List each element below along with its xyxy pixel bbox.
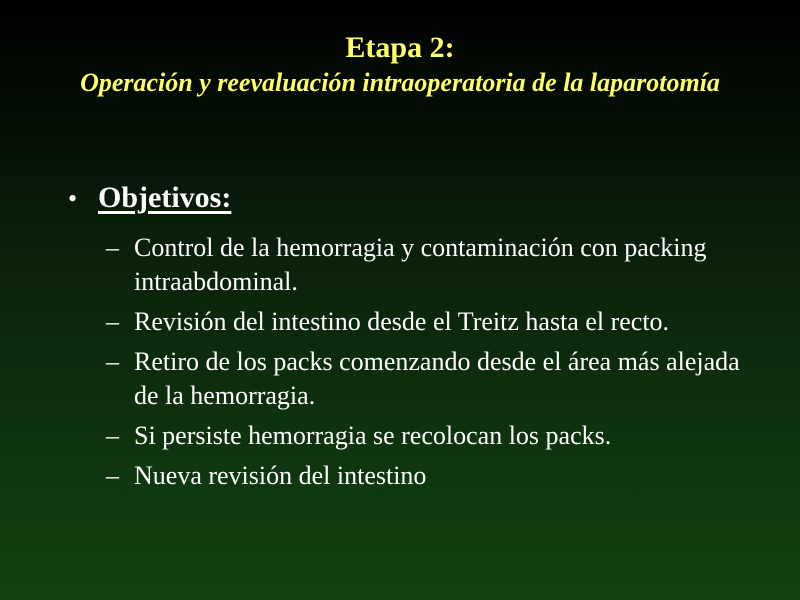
list-item xyxy=(106,231,748,299)
slide-content xyxy=(68,178,748,499)
dash-marker: – xyxy=(106,233,119,262)
dash-marker: – xyxy=(106,461,119,490)
list-item-text: Revisión del intestino desde el Treitz hasta el recto. xyxy=(134,307,670,336)
list-item xyxy=(106,305,748,339)
list-item-text: Control de la hemorragia y contaminación con packing intraabdominal. xyxy=(134,233,707,296)
list-item-text: Si persiste hemorragia se recolocan los packs. xyxy=(134,421,612,450)
list-item xyxy=(106,345,748,413)
slide-title: Etapa 2: xyxy=(345,31,455,64)
bullet-label: Objetivos: xyxy=(98,181,232,214)
dash-marker: – xyxy=(106,347,119,376)
slide-title-block xyxy=(60,30,740,100)
list-item-text: Retiro de los packs comenzando desde el área más alejada de la hemorragia. xyxy=(134,347,740,410)
slide-subtitle: Operación y reevaluación intraoperatoria de la laparotomía xyxy=(80,68,720,97)
list-item xyxy=(106,419,748,453)
bullet-objetivos xyxy=(68,178,748,219)
dash-marker: – xyxy=(106,307,119,336)
list-item-text: Nueva revisión del intestino xyxy=(134,461,427,490)
list-item xyxy=(106,459,748,493)
dash-marker: – xyxy=(106,421,119,450)
objectives-list xyxy=(68,231,748,493)
bullet-marker: • xyxy=(68,184,78,213)
